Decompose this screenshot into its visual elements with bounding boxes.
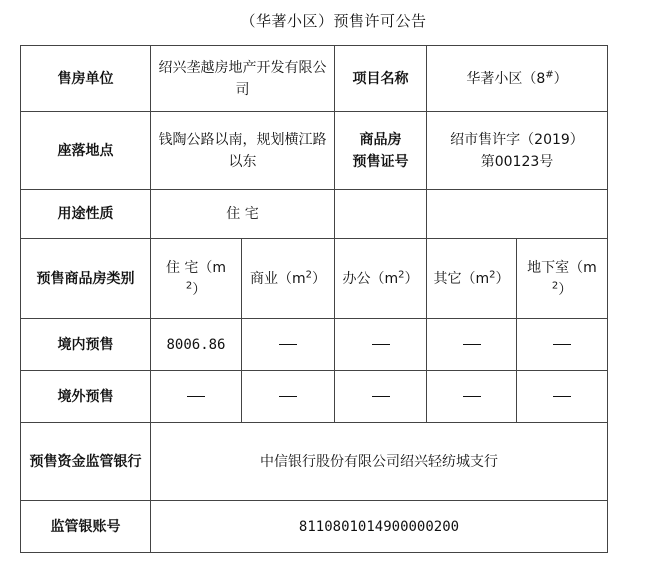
cert-label: [335, 112, 427, 190]
cat-other: [427, 239, 517, 319]
table-row: [21, 423, 608, 501]
table-row: [21, 501, 608, 553]
dash-cell: [517, 371, 608, 423]
presale-permit-table: [20, 45, 608, 553]
dash-cell: [242, 371, 335, 423]
cert-value: [427, 112, 608, 190]
location-label: 座落地点: [21, 112, 151, 190]
project-value: [427, 46, 608, 112]
empty-cell: [427, 190, 608, 239]
dash-mark: [372, 396, 390, 397]
dash-mark: [279, 344, 297, 345]
cat-close: ）: [495, 270, 510, 287]
project-value-close: ）: [553, 70, 568, 87]
cert-label-line1: 商品房: [359, 131, 402, 148]
account-value: 8110801014900000200: [151, 501, 608, 553]
dash-cell: [335, 371, 427, 423]
project-value-sup: #: [545, 68, 554, 80]
cat-office-text: 办公（m: [342, 270, 399, 287]
table-row: [21, 319, 608, 371]
unit-sup: 2: [489, 268, 496, 280]
cat-close: ）: [192, 281, 207, 298]
cat-basement: [517, 239, 608, 319]
cert-value-line2: 第00123号: [480, 153, 554, 170]
cat-commercial-text: 商业（m: [249, 270, 306, 287]
cat-commercial: [242, 239, 335, 319]
table-row: [21, 239, 608, 319]
dash-mark: [553, 396, 571, 397]
cat-residential: [151, 239, 242, 319]
category-label: 预售商品房类别: [21, 239, 151, 319]
dash-cell: [517, 319, 608, 371]
foreign-label: 境外预售: [21, 371, 151, 423]
table-row: [21, 371, 608, 423]
dash-cell: [151, 371, 242, 423]
bank-label: 预售资金监管银行: [21, 423, 151, 501]
dash-mark: [187, 396, 205, 397]
location-value: 钱陶公路以南，规划横江路以东: [151, 112, 335, 190]
table-row: [21, 190, 608, 239]
project-label: 项目名称: [335, 46, 427, 112]
usage-value: 住 宅: [151, 190, 335, 239]
cat-other-text: 其它（m: [433, 270, 490, 287]
unit-sup: 2: [551, 279, 559, 291]
cat-close: ）: [404, 270, 419, 287]
dash-mark: [463, 396, 481, 397]
account-label: 监管银账号: [21, 501, 151, 553]
dash-mark: [372, 344, 390, 345]
dash-cell: [335, 319, 427, 371]
cat-basement-text: 地下室（m: [527, 259, 597, 276]
project-value-text: 华著小区（8: [466, 70, 546, 87]
dash-mark: [553, 344, 571, 345]
dash-cell: [242, 319, 335, 371]
cert-label-line2: 预售证号: [352, 153, 409, 170]
dash-cell: [427, 319, 517, 371]
empty-cell: [335, 190, 427, 239]
seller-value: 绍兴垄越房地产开发有限公司: [151, 46, 335, 112]
usage-label: 用途性质: [21, 190, 151, 239]
cat-close: ）: [558, 281, 573, 298]
table-row: [21, 112, 608, 190]
unit-sup: 2: [185, 279, 193, 291]
cat-office: [335, 239, 427, 319]
domestic-residential-value: 8006.86: [151, 319, 242, 371]
unit-sup: 2: [398, 268, 405, 280]
bank-value: 中信银行股份有限公司绍兴轻纺城支行: [151, 423, 608, 501]
table-row: [21, 46, 608, 112]
cert-value-line1: 绍市售许字（2019）: [450, 131, 584, 148]
dash-mark: [463, 344, 481, 345]
dash-mark: [279, 396, 297, 397]
cat-close: ）: [312, 270, 326, 287]
cat-residential-text: 住 宅（m: [165, 259, 227, 276]
dash-cell: [427, 371, 517, 423]
unit-sup: 2: [305, 268, 312, 280]
page-title: （华著小区）预售许可公告: [240, 12, 427, 30]
seller-label: 售房单位: [21, 46, 151, 112]
domestic-label: 境内预售: [21, 319, 151, 371]
